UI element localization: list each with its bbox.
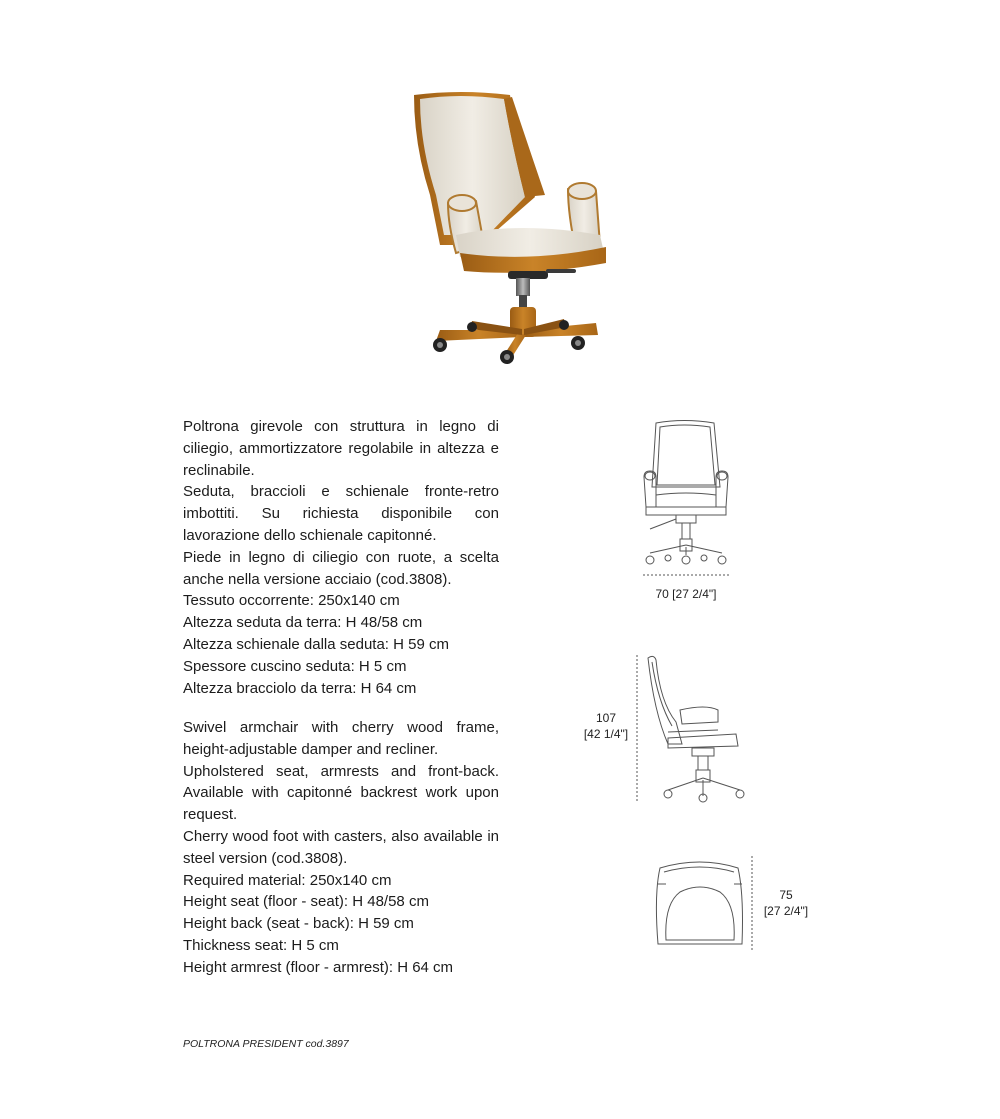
spec-line: Thickness seat: H 5 cm <box>183 936 339 954</box>
dimension-depth-inches: [27 2/4"] <box>763 904 809 918</box>
description-paragraph: Cherry wood foot with casters, also available in steel version (cod.3808). <box>183 827 499 867</box>
description-paragraph: Seduta, braccioli e schienale fronte-retro imbottiti. Su richiesta disponibile con lavorazione dello schienale capitonné. <box>183 483 499 544</box>
spec-line: Tessuto occorrente: 250x140 cm <box>183 592 400 610</box>
footer-product-code: POLTRONA PRESIDENT cod.3897 <box>183 1038 349 1050</box>
front-view-drawing <box>636 415 736 580</box>
description-italian <box>183 416 499 699</box>
spec-line: Height armrest (floor - armrest): H 64 cm <box>183 958 454 976</box>
description-paragraph: Piede in legno di ciliegio con ruote, a scelta anche nella versione acciaio (cod.3808). <box>183 548 499 588</box>
spec-line: Altezza seduta da terra: H 48/58 cm <box>183 614 423 632</box>
side-view-drawing <box>632 652 747 807</box>
top-view-drawing <box>650 854 760 954</box>
product-photo <box>400 85 620 370</box>
description-paragraph: Upholstered seat, armrests and front-back. Available with capitonné backrest work upon request. <box>183 762 499 824</box>
dimension-depth-value: 75 <box>779 888 793 902</box>
spec-line: Altezza schienale dalla seduta: H 59 cm <box>183 635 449 653</box>
description-paragraph: Swivel armchair with cherry wood frame, height-adjustable damper and recliner. <box>183 719 499 758</box>
spec-line: Required material: 250x140 cm <box>183 871 392 889</box>
description-paragraph: Poltrona girevole con struttura in legno di ciliegio, ammortizzatore regolabile in altezza e reclinabile. <box>183 418 499 479</box>
spec-line: Altezza bracciolo da terra: H 64 cm <box>183 679 417 697</box>
spec-line: Height back (seat - back): H 59 cm <box>183 915 414 933</box>
dimension-height-inches: [42 1/4"] <box>583 727 629 741</box>
description-english <box>183 717 499 979</box>
dimension-height-value: 107 <box>595 711 617 725</box>
spec-line: Spessore cuscino seduta: H 5 cm <box>183 657 407 675</box>
spec-line: Height seat (floor - seat): H 48/58 cm <box>183 893 429 911</box>
dimension-width: 70 [27 2/4"] <box>655 587 717 601</box>
